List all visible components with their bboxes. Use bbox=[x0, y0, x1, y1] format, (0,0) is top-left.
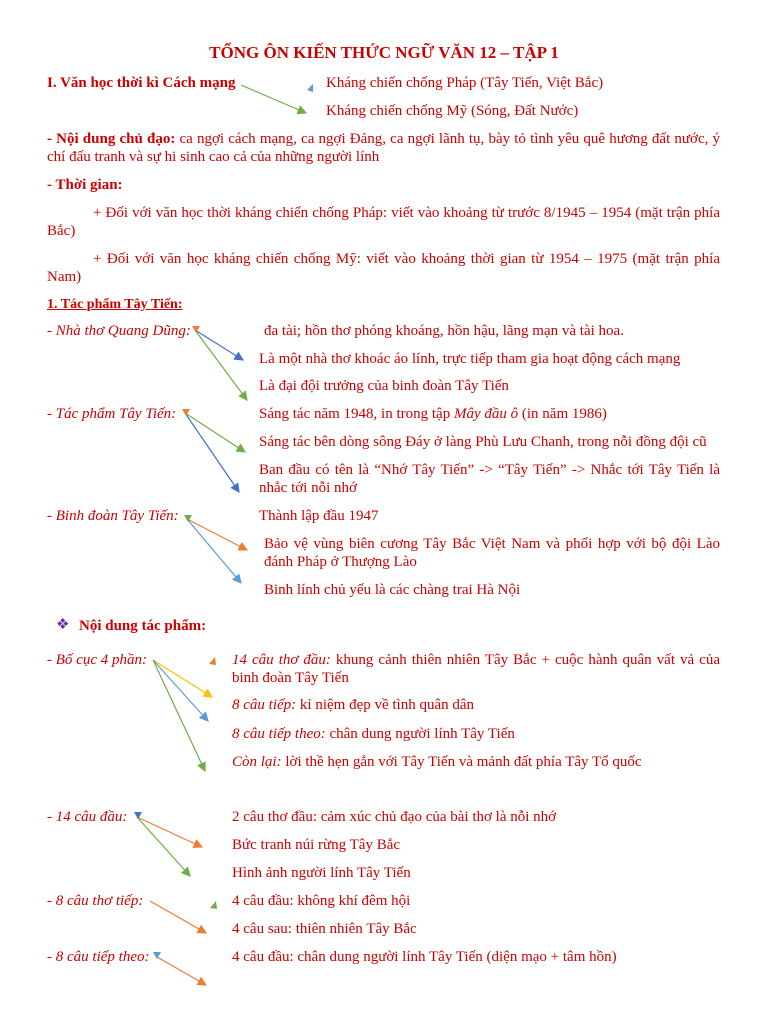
arrow bbox=[137, 817, 190, 876]
next8-label: - 8 câu thơ tiếp: bbox=[47, 893, 144, 909]
first14-item: Bức tranh núi rừng Tây Bắc bbox=[232, 837, 401, 853]
main-content-paragraph bbox=[47, 130, 720, 166]
arrow bbox=[195, 330, 247, 400]
layout-item bbox=[232, 696, 474, 714]
arrow bbox=[153, 660, 208, 721]
page-title: TỔNG ÔN KIẾN THỨC NGỮ VĂN 12 – TẬP 1 bbox=[209, 43, 559, 62]
arrow-tip-icon bbox=[192, 326, 200, 333]
following8-label: - 8 câu tiếp theo: bbox=[47, 949, 150, 965]
layout-item-text: khung cảnh thiên nhiên Tây Bắc + cuộc hành quân vất vả của binh đoàn Tây Tiến bbox=[232, 652, 720, 686]
arrow bbox=[153, 660, 205, 771]
layout-item-lead: 14 câu thơ đầu: bbox=[232, 652, 331, 668]
layout-item-lead: Còn lại: bbox=[232, 754, 282, 770]
layout-label: - Bố cục 4 phần: bbox=[47, 652, 147, 668]
layout-item-lead: 8 câu tiếp theo: bbox=[232, 726, 326, 742]
time-item-american: + Đối với văn học kháng chiến chống Mỹ: viết vào khoảng thời gian từ 1954 – 1975 (mặt trận phía Nam) bbox=[47, 251, 720, 285]
bullet-icon: ❖ bbox=[56, 617, 70, 633]
content-heading: Nội dung tác phẩm: bbox=[79, 618, 207, 634]
first14-item: Hình ảnh người lính Tây Tiến bbox=[232, 865, 411, 881]
work-item-text: (in năm 1986) bbox=[518, 406, 607, 422]
layout-item bbox=[232, 725, 515, 743]
arrow bbox=[241, 85, 306, 113]
arrow-tip-icon bbox=[307, 84, 313, 92]
work-item bbox=[259, 405, 607, 423]
arrow-tip-icon bbox=[153, 952, 161, 959]
layout-item-text: kỉ niệm đẹp về tình quân dân bbox=[296, 697, 475, 713]
work-heading: 1. Tác phẩm Tây Tiến: bbox=[47, 297, 183, 312]
time-label: - Thời gian: bbox=[47, 177, 123, 193]
army-item: Thành lập đầu 1947 bbox=[259, 508, 379, 524]
main-content-label: - Nội dung chủ đạo: bbox=[47, 131, 176, 147]
poet-item: Là đại đội trưởng của binh đoàn Tây Tiến bbox=[259, 378, 509, 394]
first14-item: 2 câu thơ đầu: cảm xúc chủ đạo của bài thơ là nỗi nhớ bbox=[232, 809, 557, 825]
arrow bbox=[195, 330, 243, 360]
arrow bbox=[187, 519, 241, 583]
arrow bbox=[185, 413, 245, 452]
poet-label: - Nhà thơ Quang Dũng: bbox=[47, 323, 191, 339]
arrow-tip-icon bbox=[134, 812, 142, 819]
layout-item-lead: 8 câu tiếp: bbox=[232, 697, 297, 713]
arrow bbox=[157, 957, 206, 985]
arrow bbox=[137, 817, 202, 847]
layout-item bbox=[232, 651, 720, 687]
work-label: - Tác phẩm Tây Tiến: bbox=[47, 406, 177, 422]
main-content-text: ca ngợi cách mạng, ca ngợi Đảng, ca ngợi lãnh tụ, bày tỏ tình yêu quê hương đất nước, ý chí đấu tranh và sự hi sinh cao cả của những người lính bbox=[47, 131, 721, 165]
collection-title: Mây đầu ô bbox=[453, 406, 519, 422]
next8-item: 4 câu sau: thiên nhiên Tây Bắc bbox=[232, 921, 417, 937]
army-item: Binh lính chủ yếu là các chàng trai Hà Nội bbox=[264, 582, 521, 598]
army-item: Bảo vệ vùng biên cương Tây Bắc Việt Nam và phối hợp với bộ đội Lào đánh Pháp ở Thượng Lào bbox=[264, 536, 720, 570]
poet-item: đa tài; hồn thơ phóng khoáng, hồn hậu, lãng mạn và tài hoa. bbox=[264, 323, 624, 339]
arrow bbox=[187, 519, 247, 550]
arrow-tip-icon bbox=[209, 657, 216, 665]
arrow bbox=[185, 413, 239, 492]
section-heading: I. Văn học thời kì Cách mạng bbox=[47, 75, 236, 91]
poet-item: Là một nhà thơ khoác áo lính, trực tiếp tham gia hoạt động cách mạng bbox=[259, 351, 681, 367]
time-item-french: + Đối với văn học thời kháng chiến chống Pháp: viết vào khoảng từ trước 8/1945 – 1954 (mặt trận phía Bắc) bbox=[47, 205, 720, 239]
work-item-text: Sáng tác năm 1948, in trong tập bbox=[259, 406, 454, 422]
army-label: - Binh đoàn Tây Tiến: bbox=[47, 508, 179, 524]
branch-french-war: Kháng chiến chống Pháp (Tây Tiến, Việt Bắc) bbox=[326, 75, 604, 91]
layout-item-text: chân dung người lính Tây Tiến bbox=[325, 726, 515, 742]
arrow-tip-icon bbox=[184, 515, 192, 522]
work-item: Ban đầu có tên là “Nhớ Tây Tiến” -> “Tây Tiến” -> Nhắc tới Tây Tiến là nhắc tới nỗi nhớ bbox=[259, 462, 720, 496]
first14-label: - 14 câu đầu: bbox=[47, 809, 128, 825]
branch-american-war: Kháng chiến chống Mỹ (Sóng, Đất Nước) bbox=[326, 103, 579, 119]
following8-item: 4 câu đầu: chân dung người lính Tây Tiến (diện mạo + tâm hồn) bbox=[232, 949, 617, 965]
layout-item bbox=[232, 753, 642, 771]
arrow-tip-icon bbox=[210, 901, 217, 909]
arrow bbox=[150, 901, 206, 933]
next8-item: 4 câu đầu: không khí đêm hội bbox=[232, 893, 411, 909]
arrow bbox=[153, 660, 212, 697]
arrow-tip-icon bbox=[182, 409, 190, 416]
layout-item-text: lời thề hẹn gắn với Tây Tiến và mảnh đất phía Tây Tổ quốc bbox=[281, 754, 642, 770]
work-item: Sáng tác bên dòng sông Đáy ở làng Phù Lưu Chanh, trong nỗi đồng đội cũ bbox=[259, 434, 707, 450]
